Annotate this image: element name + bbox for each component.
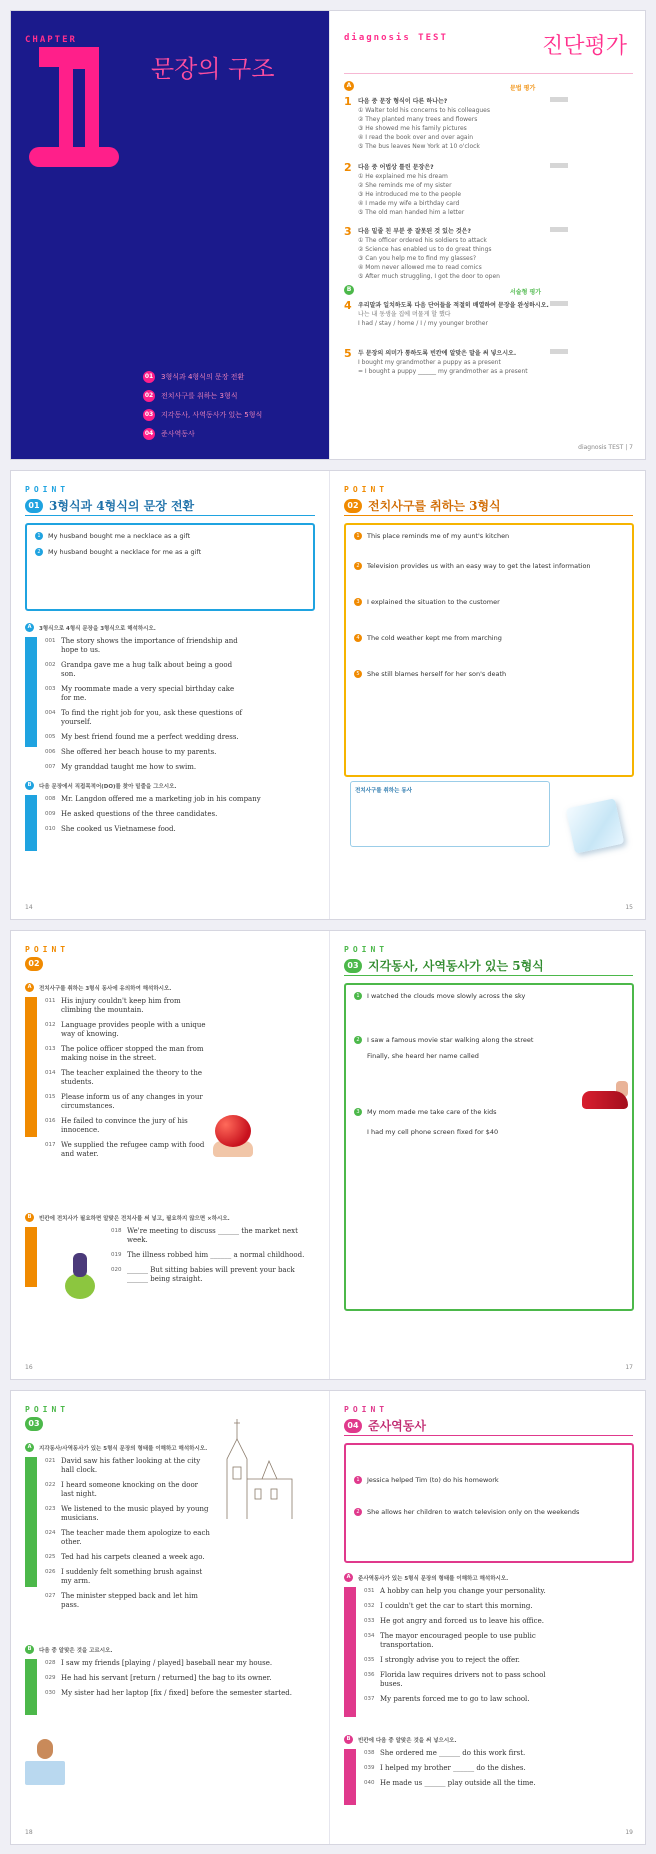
point-label: POINT bbox=[25, 1405, 70, 1414]
example-item: 2 She allows her children to watch television only on the weekends bbox=[354, 1507, 624, 1517]
church-sketch-image bbox=[207, 1409, 297, 1519]
point-title: 03 지각동사, 사역동사가 있는 5형식 bbox=[344, 957, 544, 974]
example-item: 2 I saw a famous movie star walking along the street bbox=[354, 1035, 624, 1045]
drill-list bbox=[45, 637, 245, 778]
grade-tag bbox=[550, 301, 568, 306]
chapter-label: CHAPTER bbox=[25, 35, 77, 45]
red-shoe-image bbox=[580, 1081, 634, 1117]
point-02-practice-page bbox=[11, 931, 329, 1379]
list-item[interactable]: 040 He made us ______ play outside all the time. bbox=[364, 1779, 536, 1787]
list-item[interactable]: 037 My parents forced me to go to law school. bbox=[364, 1695, 530, 1703]
example-item: 2 Television provides us with an easy way to get the latest information bbox=[354, 561, 624, 571]
drill-side-bar bbox=[344, 1587, 356, 1717]
list-item[interactable]: 008 Mr. Langdon offered me a marketing job in his company bbox=[45, 795, 261, 803]
drill-list bbox=[111, 1227, 311, 1290]
list-item[interactable]: 011 His injury couldn't keep him from climbing the mountain. bbox=[45, 997, 181, 1014]
divider bbox=[344, 975, 633, 976]
drill-heading: B 빈칸에 다음 중 알맞은 것을 써 넣으시오. bbox=[344, 1735, 457, 1744]
point-title: 04 준사역동사 bbox=[344, 1417, 426, 1434]
drill-side-bar bbox=[25, 795, 37, 851]
list-item[interactable]: 036 Florida law requires drivers not to pass school buses. bbox=[364, 1671, 546, 1688]
list-item[interactable]: 028 I saw my friends [playing / played] baseball near my house. bbox=[45, 1659, 273, 1667]
spread-chapter-intro bbox=[10, 10, 646, 460]
list-item[interactable]: 018 We're meeting to discuss ______ the market next week. bbox=[111, 1227, 298, 1244]
list-item[interactable]: 019 The illness robbed him ______ a normal childhood. bbox=[111, 1251, 305, 1259]
list-item[interactable]: 023 We listened to the music played by young musicians. bbox=[45, 1505, 209, 1522]
list-item[interactable]: 003 My roommate made a very special birthday cake for me. bbox=[45, 685, 235, 702]
vocab-box bbox=[350, 781, 550, 847]
chapter-cover bbox=[11, 11, 329, 459]
list-item[interactable]: 002 Grandpa gave me a hug talk about being a good son. bbox=[45, 661, 233, 678]
drill-list bbox=[45, 1457, 210, 1616]
diagnosis-page: diagnosis TEST 진단평가 A 문법 평가 1 다음 중 문장 형식이 다른 하나는? ① Walter told his concerns to his colleagues ② They planted many trees and flowers ③ He showed me his family pictures ④ I read the book over and over again ⑤ The bus leaves New York at 10 o'clock 2 다음 중 어법상 틀린 문장은? ① He explained me his dream ② She reminds me of my sister ③ He introduced me to the people ④ I made my wife a birthday card ⑤ The old man handed him a letter 3 다음 밑줄 친 부분 중 잘못된 것 있는 것은? ① The officer ordered his soldiers to attack ② Science has enabled us to do great things ③ Can you help me to find my glasses? ④ Mom never allowed me to read comics ⑤ After much struggling, I got the door to open B 서술형 평가 4 우리말과 일치하도록 다음 단어들을 적절히 배열하여 문장을 완성하시오. 나는 내 동생을 집에 머물게 할 했다 I had / stay / home / I / my younger brother 5 두 문장의 의미가 통하도록 빈칸에 알맞은 말을 써 넣으시오. I bought my grandmother a puppy as a present = I bought a puppy ______ my grandmother as a present diagnosis TEST | 7 bbox=[329, 11, 646, 459]
page-number: 16 bbox=[25, 1364, 33, 1371]
drill-side-bar bbox=[344, 1749, 356, 1805]
grammar-box bbox=[25, 523, 315, 611]
example-item: 1 My husband bought me a necklace as a gift bbox=[35, 531, 305, 541]
page-number: 17 bbox=[625, 1364, 633, 1371]
drill-list bbox=[45, 795, 275, 840]
list-item[interactable]: 015 Please inform us of any changes in your circumstances. bbox=[45, 1093, 203, 1110]
point-label: POINT bbox=[344, 485, 389, 494]
page-number: 14 bbox=[25, 904, 33, 911]
point-03-practice-page bbox=[11, 1391, 329, 1844]
point-title: 02 bbox=[25, 957, 49, 971]
divider bbox=[344, 73, 633, 74]
drill-side-bar bbox=[25, 1457, 37, 1587]
objective-item[interactable]: 03 지각동사, 사역동사가 있는 5형식 bbox=[144, 411, 263, 419]
example-item: 2 My husband bought a necklace for me as a gift bbox=[35, 547, 305, 557]
page-number: 15 bbox=[625, 904, 633, 911]
drill-list bbox=[364, 1749, 594, 1794]
list-item[interactable]: 026 I suddenly felt something brush against my arm. bbox=[45, 1568, 203, 1585]
page-number: diagnosis TEST | 7 bbox=[578, 444, 633, 451]
list-item[interactable]: 032 I couldn't get the car to start this morning. bbox=[364, 1602, 533, 1610]
grammar-box bbox=[344, 523, 634, 777]
grammar-box bbox=[344, 1443, 634, 1563]
chapter-title: 문장의 구조 bbox=[151, 55, 275, 83]
objective-item[interactable]: 01 3형식과 4형식의 문장 전환 bbox=[144, 373, 245, 381]
spread-point-01-02 bbox=[10, 470, 646, 920]
drill-heading: B 다음 문장에서 직접목적어(DO)를 찾아 밑줄을 그으시오. bbox=[25, 781, 177, 790]
chapter-objectives bbox=[143, 371, 262, 447]
diagnosis-head: diagnosis TEST bbox=[344, 33, 448, 43]
diagnosis-title: 진단평가 bbox=[542, 34, 628, 59]
example-item: 4 The cold weather kept me from marching bbox=[354, 633, 624, 643]
example-item: 3 My mom made me take care of the kids bbox=[354, 1107, 624, 1117]
list-item[interactable]: 014 The teacher explained the theory to the students. bbox=[45, 1069, 203, 1086]
drill-heading: A 준사역동사가 있는 5형식 문장의 형태를 이해하고 해석하시오. bbox=[344, 1573, 508, 1582]
grade-tag bbox=[550, 349, 568, 354]
spread-point-03-04 bbox=[10, 1390, 646, 1845]
divider bbox=[25, 515, 315, 516]
list-item[interactable]: 013 The police officer stopped the man from making noise in the street. bbox=[45, 1045, 204, 1062]
objective-item[interactable]: 02 전치사구를 취하는 3형식 bbox=[144, 392, 238, 400]
apple-image bbox=[211, 1111, 257, 1161]
page-number: 19 bbox=[625, 1829, 633, 1836]
drill-side-bar bbox=[25, 997, 37, 1137]
list-item[interactable]: 021 David saw his father looking at the city hall clock. bbox=[45, 1457, 201, 1474]
ice-cube-image bbox=[562, 797, 632, 857]
drill-side-bar bbox=[25, 1227, 37, 1287]
list-item[interactable]: 020 ______ But sitting babies will prevent your back ______ being straight. bbox=[111, 1266, 295, 1283]
point-title: 01 3형식과 4형식의 문장 전환 bbox=[25, 497, 194, 514]
point-02-page bbox=[329, 471, 646, 919]
section-b-icon: B bbox=[344, 285, 354, 295]
list-item[interactable]: 024 The teacher made them apologize to each other. bbox=[45, 1529, 210, 1546]
drill-heading: A 지각동사/사역동사가 있는 5형식 문장의 형태를 이해하고 해석하시오. bbox=[25, 1443, 207, 1452]
list-item[interactable]: 033 He got angry and forced us to leave his office. bbox=[364, 1617, 544, 1625]
drill-list bbox=[364, 1587, 564, 1710]
drill-heading: B 다음 중 알맞은 것을 고르시오. bbox=[25, 1645, 113, 1654]
list-item[interactable]: 030 My sister had her laptop [fix / fixed] before the semester started. bbox=[45, 1689, 292, 1697]
list-item[interactable]: 025 Ted had his carpets cleaned a week ago. bbox=[45, 1553, 205, 1561]
list-item[interactable]: 016 He failed to convince the jury of his innocence. bbox=[45, 1117, 188, 1134]
laptop-girl-image bbox=[15, 1731, 75, 1791]
list-item[interactable]: 007 My granddad taught me how to swim. bbox=[45, 763, 197, 771]
example-item: 1 This place reminds me of my aunt's kitchen bbox=[354, 531, 624, 541]
list-item[interactable]: 004 To find the right job for you, ask these questions of yourself. bbox=[45, 709, 243, 726]
list-item[interactable]: 022 I heard someone knocking on the door last night. bbox=[45, 1481, 199, 1498]
grade-tag bbox=[550, 163, 568, 168]
drill-heading: A 3형식으로 4형식 문장을 3형식으로 해석하시오. bbox=[25, 623, 156, 632]
point-label: POINT bbox=[344, 1405, 389, 1414]
vocab-heading: 전치사구를 취하는 동사 bbox=[355, 788, 412, 794]
example-item: Finally, she heard her name called bbox=[354, 1051, 624, 1061]
drill-heading: A 전치사구를 취하는 3형식 동사에 유의하여 해석하시오. bbox=[25, 983, 171, 992]
point-title: 02 전치사구를 취하는 3형식 bbox=[344, 497, 501, 514]
point-label: POINT bbox=[25, 945, 70, 954]
list-item[interactable]: 038 She ordered me ______ do this work first. bbox=[364, 1749, 526, 1757]
drill-list bbox=[45, 997, 210, 1165]
example-item: 5 She still blames herself for her son's death bbox=[354, 669, 624, 679]
grammar-box bbox=[344, 983, 634, 1311]
divider bbox=[344, 515, 633, 516]
point-01-page bbox=[11, 471, 329, 919]
section-b-label: 서술형 평가 bbox=[510, 289, 542, 296]
list-item[interactable]: 001 The story shows the importance of friendship and hope to us. bbox=[45, 637, 238, 654]
spread-point-02-03 bbox=[10, 930, 646, 1380]
list-item[interactable]: 010 She cooked us Vietnamese food. bbox=[45, 825, 176, 833]
point-label: POINT bbox=[344, 945, 389, 954]
list-item[interactable]: 006 She offered her beach house to my parents. bbox=[45, 748, 217, 756]
list-item[interactable]: 012 Language provides people with a unique way of knowing. bbox=[45, 1021, 206, 1038]
grade-tag bbox=[550, 227, 568, 232]
point-title: 03 bbox=[25, 1417, 49, 1431]
point-03-page bbox=[329, 931, 646, 1379]
example-item: 1 I watched the clouds move slowly across the sky bbox=[354, 991, 624, 1001]
list-item[interactable]: 027 The minister stepped back and let him pass. bbox=[45, 1592, 198, 1609]
list-item[interactable]: 029 He had his servant [return / returned] the bag to its owner. bbox=[45, 1674, 272, 1682]
example-item: 1 Jessica helped Tim (to) do his homework bbox=[354, 1475, 624, 1485]
section-a-label: 문법 평가 bbox=[510, 85, 536, 92]
point-04-page bbox=[329, 1391, 646, 1844]
list-item[interactable]: 005 My best friend found me a perfect wedding dress. bbox=[45, 733, 239, 741]
list-item[interactable]: 017 We supplied the refugee camp with food and water. bbox=[45, 1141, 205, 1158]
section-a-icon: A bbox=[344, 81, 354, 91]
objective-item[interactable]: 04 준사역동사 bbox=[144, 430, 195, 438]
divider bbox=[344, 1435, 633, 1436]
drill-heading: B 빈칸에 전치사가 필요하면 알맞은 전치사를 써 넣고, 필요하지 않으면 ×하시오. bbox=[25, 1213, 230, 1222]
list-item[interactable]: 034 The mayor encouraged people to use public transportation. bbox=[364, 1632, 536, 1649]
drill-side-bar bbox=[25, 637, 37, 747]
list-item[interactable]: 035 I strongly advise you to reject the offer. bbox=[364, 1656, 520, 1664]
example-item: 3 I explained the situation to the customer bbox=[354, 597, 624, 607]
list-item[interactable]: 039 I helped my brother ______ do the dishes. bbox=[364, 1764, 526, 1772]
drill-list bbox=[45, 1659, 315, 1704]
grade-tag bbox=[550, 97, 568, 102]
drill-side-bar bbox=[25, 1659, 37, 1715]
page-number: 18 bbox=[25, 1829, 33, 1836]
exercise-ball-image bbox=[61, 1251, 101, 1301]
list-item[interactable]: 009 He asked questions of the three candidates. bbox=[45, 810, 218, 818]
chapter-number-graphic bbox=[29, 47, 119, 167]
list-item[interactable]: 031 A hobby can help you change your personality. bbox=[364, 1587, 546, 1595]
example-item: I had my cell phone screen fixed for $40 bbox=[354, 1127, 624, 1137]
point-label: POINT bbox=[25, 485, 70, 494]
